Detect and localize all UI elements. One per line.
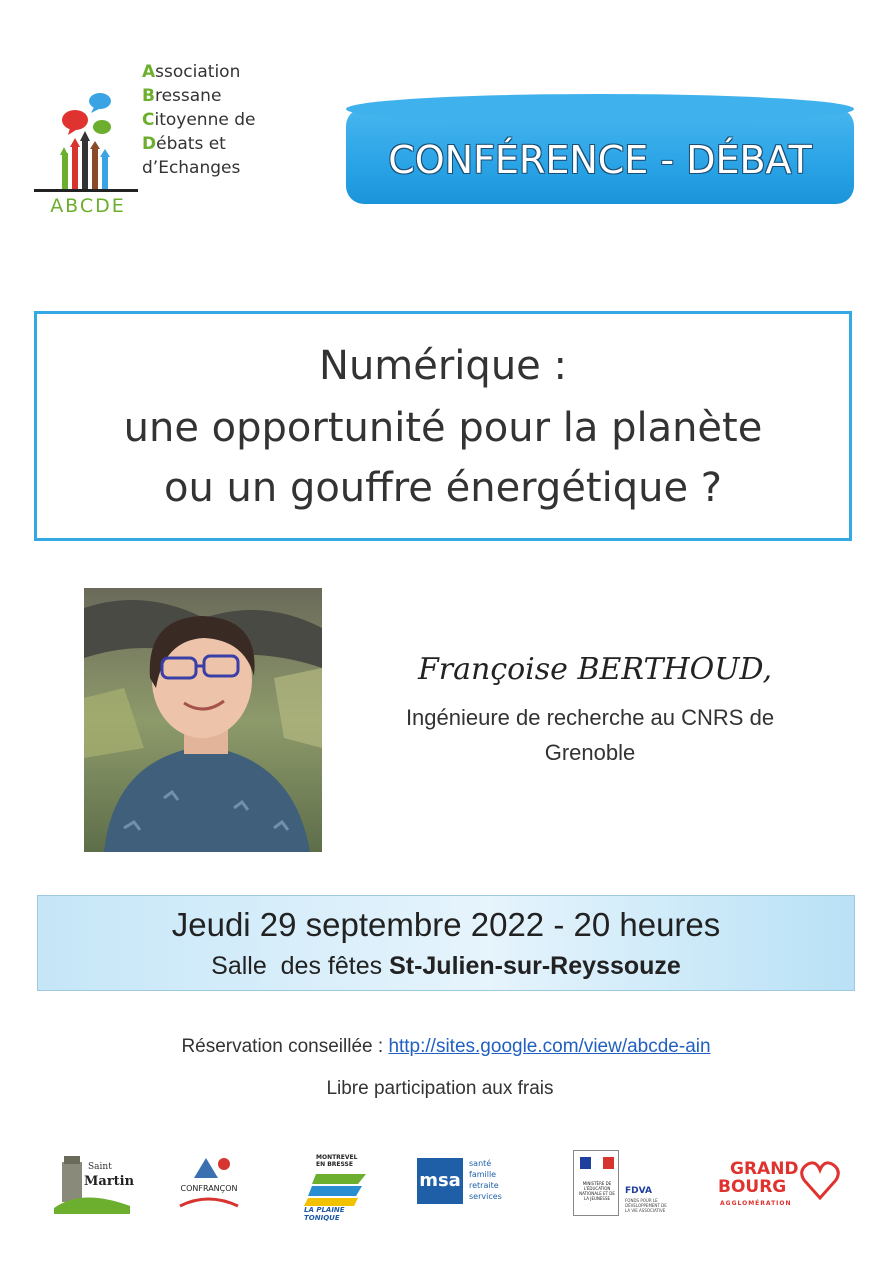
msa-mark: msa (417, 1158, 463, 1204)
saint-martin-name: Martin (84, 1174, 135, 1189)
title-line: Numérique : (319, 343, 567, 389)
event-date: Jeudi 29 septembre 2022 - 20 heures (171, 906, 721, 943)
confrancon-name: CONFRANÇON (180, 1184, 238, 1193)
event-place (38, 952, 854, 981)
place-prefix: Salle des fêtes (211, 952, 383, 980)
event-details-box (37, 895, 855, 991)
speaker-city: Grenoble (544, 740, 636, 765)
abcde-logo (30, 85, 142, 195)
ministere-text: MINISTÈRE DE L'ÉDUCATION NATIONALE ET DE LA JEUNESSE (579, 1181, 615, 1201)
association-line: Association (142, 62, 241, 82)
grand-bourg-sub: AGGLOMÉRATION (720, 1200, 792, 1207)
reservation-link[interactable]: http://sites.google.com/view/abcde-ain (388, 1036, 711, 1057)
speaker-photo (84, 588, 322, 852)
association-line: Débats et (142, 134, 226, 154)
grand-bourg-line2: BOURG (718, 1177, 787, 1197)
event-type-banner (346, 94, 854, 216)
association-line: d’Echanges (142, 158, 241, 178)
reservation-label: Réservation conseillée : (181, 1036, 384, 1057)
speaker-role: Ingénieure de recherche au CNRS de (405, 705, 775, 730)
association-line: Bressane (142, 86, 222, 106)
french-flag-icon (580, 1157, 614, 1169)
msa-logo (417, 1148, 521, 1220)
confrancon-logo (172, 1148, 246, 1220)
association-name (142, 60, 282, 180)
montrevel-bottom: LA PLAINE TONIQUE (304, 1206, 345, 1222)
speaker-name: Françoise BERTHOUD, (417, 652, 773, 687)
grand-bourg-line1: GRAND (730, 1159, 799, 1179)
grand-bourg-heart-icon (796, 1156, 844, 1204)
saint-martin-small: Saint (88, 1162, 112, 1172)
title-line: une opportunité pour la planète (123, 405, 763, 451)
banner-top (346, 94, 854, 124)
banner-text: CONFÉRENCE - DÉBAT (388, 138, 812, 182)
place-name: St-Julien-sur-Reyssouze (389, 952, 681, 980)
association-line: Citoyenne de (142, 110, 256, 130)
title-line: ou un gouffre énergétique ? (163, 465, 723, 511)
fdva-sub: FONDS POUR LE DÉVELOPPEMENT DE LA VIE ASSOCIATIVE (625, 1198, 667, 1213)
msa-tagline: santé famille retraite services (469, 1159, 502, 1201)
montrevel-logo (302, 1148, 368, 1220)
grand-bourg-logo (716, 1148, 848, 1220)
abcde-acronym: ABCDE (50, 195, 126, 217)
conference-title-box (34, 311, 852, 541)
reservation-line (0, 1036, 892, 1058)
montrevel-top: MONTREVEL EN BRESSE (316, 1154, 358, 1168)
participation-note: Libre participation aux frais (326, 1078, 554, 1099)
ministere-fdva-logo (573, 1148, 673, 1220)
ministere-frame (573, 1150, 619, 1216)
saint-martin-logo (52, 1148, 135, 1220)
fdva-mark: FDVA (625, 1186, 652, 1196)
